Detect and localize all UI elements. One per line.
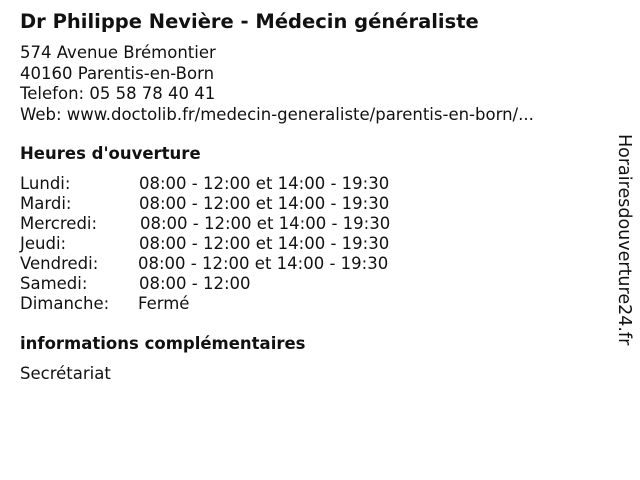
day-label: Mardi: xyxy=(20,194,72,213)
time-range: 08:00 - 12:00 et 14:00 - 19:30 xyxy=(139,194,390,213)
page-title: Dr Philippe Nevière - Médecin généraliste xyxy=(20,10,479,33)
time-range: 08:00 - 12:00 et 14:00 - 19:30 xyxy=(139,234,390,253)
time-range: 08:00 - 12:00 et 14:00 - 19:30 xyxy=(140,214,391,233)
day-label: Vendredi: xyxy=(20,254,99,273)
time-range: 08:00 - 12:00 xyxy=(139,274,251,293)
day-label: Jeudi: xyxy=(20,234,67,253)
address-block xyxy=(20,43,534,125)
watermark-text: Horairesdouverture24.fr xyxy=(614,134,634,346)
city-postal-code: 40160 Parentis-en-Born xyxy=(20,63,215,83)
opening-hours-heading: Heures d'ouverture xyxy=(20,144,201,163)
street-address: 574 Avenue Brémontier xyxy=(20,43,216,62)
additional-info-heading: informations complémentaires xyxy=(20,334,306,353)
website-link[interactable]: Web: www.doctolib.fr/medecin-generaliste/parentis-en-born/... xyxy=(20,104,534,124)
day-label: Dimanche: xyxy=(20,294,110,313)
day-label: Mercredi: xyxy=(20,214,98,233)
watermark xyxy=(612,134,636,374)
day-label: Lundi: xyxy=(20,174,71,193)
time-range: 08:00 - 12:00 et 14:00 - 19:30 xyxy=(139,174,390,193)
day-label: Samedi: xyxy=(20,274,88,293)
phone-number: Telefon: 05 58 78 40 41 xyxy=(20,84,216,103)
time-range: 08:00 - 12:00 et 14:00 - 19:30 xyxy=(138,254,389,273)
time-range: Fermé xyxy=(138,294,190,313)
additional-info-text: Secrétariat xyxy=(20,364,111,383)
